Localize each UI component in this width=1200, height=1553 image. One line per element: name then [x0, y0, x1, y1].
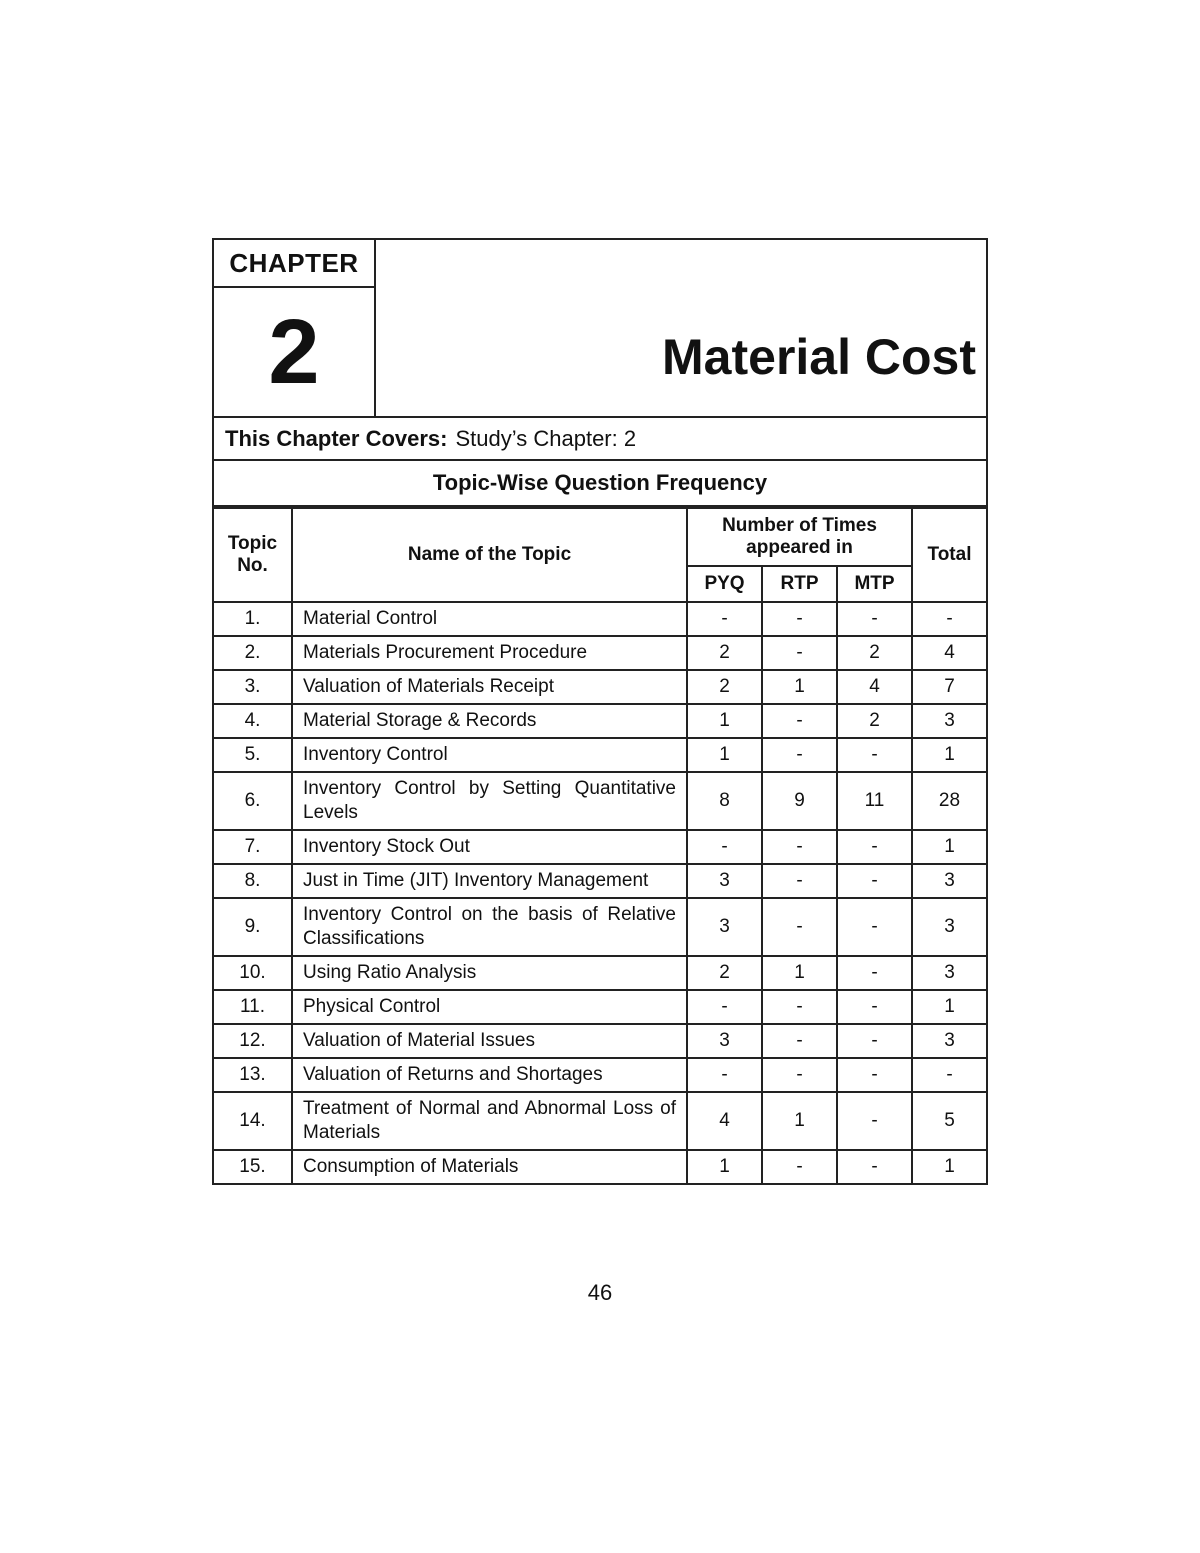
- table-row: [213, 1150, 987, 1184]
- header-mtp: MTP: [837, 566, 912, 602]
- cell-topic-no: 15.: [213, 1150, 292, 1184]
- table-row: [213, 602, 987, 636]
- cell-rtp: 1: [762, 670, 837, 704]
- cell-rtp: 1: [762, 956, 837, 990]
- table-row: [213, 1058, 987, 1092]
- cell-topic-name: Treatment of Normal and Abnormal Loss of Materials: [292, 1092, 687, 1150]
- cell-topic-no: 11.: [213, 990, 292, 1024]
- cell-total: 4: [912, 636, 987, 670]
- cell-pyq: 8: [687, 772, 762, 830]
- header-total: Total: [912, 508, 987, 602]
- cell-rtp: -: [762, 1058, 837, 1092]
- cell-pyq: -: [687, 830, 762, 864]
- cell-pyq: 2: [687, 956, 762, 990]
- table-row: [213, 864, 987, 898]
- cell-topic-no: 13.: [213, 1058, 292, 1092]
- cell-pyq: 3: [687, 1024, 762, 1058]
- cell-rtp: -: [762, 1024, 837, 1058]
- cell-total: 1: [912, 738, 987, 772]
- cell-mtp: -: [837, 898, 912, 956]
- cell-topic-name: Physical Control: [292, 990, 687, 1024]
- covers-label: This Chapter Covers:: [225, 425, 448, 451]
- cell-pyq: 4: [687, 1092, 762, 1150]
- cell-topic-no: 6.: [213, 772, 292, 830]
- cell-pyq: 2: [687, 636, 762, 670]
- header-pyq: PYQ: [687, 566, 762, 602]
- cell-pyq: 1: [687, 738, 762, 772]
- cell-topic-name: Valuation of Materials Receipt: [292, 670, 687, 704]
- table-row: [213, 772, 987, 830]
- cell-mtp: -: [837, 1150, 912, 1184]
- cell-rtp: -: [762, 704, 837, 738]
- cell-rtp: 1: [762, 1092, 837, 1150]
- header-topic-name: Name of the Topic: [292, 508, 687, 602]
- chapter-number: 2: [268, 301, 320, 403]
- cell-mtp: -: [837, 864, 912, 898]
- cell-mtp: 2: [837, 704, 912, 738]
- cell-mtp: -: [837, 602, 912, 636]
- cell-topic-no: 3.: [213, 670, 292, 704]
- header-times-group: Number of Times appeared in: [687, 508, 912, 566]
- cell-total: 5: [912, 1092, 987, 1150]
- cell-rtp: -: [762, 1150, 837, 1184]
- cell-topic-name: Inventory Control on the basis of Relative Classifications: [292, 898, 687, 956]
- chapter-box: [214, 240, 376, 416]
- cell-topic-no: 14.: [213, 1092, 292, 1150]
- chapter-title: Material Cost: [662, 329, 976, 385]
- table-row: [213, 898, 987, 956]
- cell-total: -: [912, 1058, 987, 1092]
- cell-topic-name: Valuation of Returns and Shortages: [292, 1058, 687, 1092]
- frequency-title: Topic-Wise Question Frequency: [212, 461, 988, 507]
- cell-total: 3: [912, 898, 987, 956]
- cell-mtp: 11: [837, 772, 912, 830]
- cell-topic-no: 1.: [213, 602, 292, 636]
- header-rtp: RTP: [762, 566, 837, 602]
- table-row: [213, 738, 987, 772]
- table-row: [213, 990, 987, 1024]
- table-row: [213, 670, 987, 704]
- cell-topic-name: Materials Procurement Procedure: [292, 636, 687, 670]
- cell-pyq: -: [687, 990, 762, 1024]
- chapter-frame: [212, 238, 988, 1185]
- covers-value: Study’s Chapter: 2: [455, 425, 637, 451]
- cell-mtp: -: [837, 1058, 912, 1092]
- cell-topic-name: Inventory Control: [292, 738, 687, 772]
- cell-topic-no: 8.: [213, 864, 292, 898]
- cell-pyq: 1: [687, 704, 762, 738]
- topic-frequency-table: [212, 507, 988, 1185]
- cell-topic-name: Just in Time (JIT) Inventory Management: [292, 864, 687, 898]
- cell-topic-no: 5.: [213, 738, 292, 772]
- cell-topic-name: Valuation of Material Issues: [292, 1024, 687, 1058]
- cell-rtp: 9: [762, 772, 837, 830]
- cell-topic-no: 12.: [213, 1024, 292, 1058]
- cell-pyq: 3: [687, 864, 762, 898]
- cell-mtp: -: [837, 990, 912, 1024]
- cell-mtp: -: [837, 956, 912, 990]
- cell-total: 3: [912, 1024, 987, 1058]
- cell-mtp: -: [837, 830, 912, 864]
- cell-topic-no: 10.: [213, 956, 292, 990]
- header-topic-no: Topic No.: [213, 508, 292, 602]
- cell-topic-name: Inventory Control by Setting Quantitative Levels: [292, 772, 687, 830]
- cell-mtp: -: [837, 1024, 912, 1058]
- chapter-header: [212, 238, 988, 416]
- cell-topic-name: Consumption of Materials: [292, 1150, 687, 1184]
- table-row: [213, 830, 987, 864]
- cell-total: -: [912, 602, 987, 636]
- cell-total: 7: [912, 670, 987, 704]
- cell-total: 1: [912, 830, 987, 864]
- cell-mtp: -: [837, 1092, 912, 1150]
- cell-mtp: 4: [837, 670, 912, 704]
- table-row: [213, 704, 987, 738]
- table-row: [213, 636, 987, 670]
- cell-rtp: -: [762, 602, 837, 636]
- cell-total: 3: [912, 956, 987, 990]
- cell-topic-no: 7.: [213, 830, 292, 864]
- cell-rtp: -: [762, 830, 837, 864]
- chapter-label: CHAPTER: [214, 240, 374, 288]
- table-row: [213, 1092, 987, 1150]
- page-number: 46: [587, 1280, 613, 1305]
- title-box: [376, 240, 986, 416]
- cell-topic-name: Inventory Stock Out: [292, 830, 687, 864]
- cell-topic-no: 9.: [213, 898, 292, 956]
- cell-mtp: -: [837, 738, 912, 772]
- cell-pyq: 2: [687, 670, 762, 704]
- cell-topic-name: Using Ratio Analysis: [292, 956, 687, 990]
- cell-pyq: 3: [687, 898, 762, 956]
- cell-pyq: -: [687, 602, 762, 636]
- cell-total: 3: [912, 864, 987, 898]
- cell-rtp: -: [762, 990, 837, 1024]
- cell-topic-no: 4.: [213, 704, 292, 738]
- cell-total: 28: [912, 772, 987, 830]
- cell-rtp: -: [762, 738, 837, 772]
- cell-total: 3: [912, 704, 987, 738]
- cell-rtp: -: [762, 636, 837, 670]
- cell-mtp: 2: [837, 636, 912, 670]
- cell-total: 1: [912, 990, 987, 1024]
- cell-topic-name: Material Control: [292, 602, 687, 636]
- cell-topic-name: Material Storage & Records: [292, 704, 687, 738]
- cell-rtp: -: [762, 864, 837, 898]
- table-row: [213, 956, 987, 990]
- table-row: [213, 1024, 987, 1058]
- cell-topic-no: 2.: [213, 636, 292, 670]
- cell-pyq: 1: [687, 1150, 762, 1184]
- cell-pyq: -: [687, 1058, 762, 1092]
- cell-rtp: -: [762, 898, 837, 956]
- chapter-covers: [212, 416, 988, 461]
- cell-total: 1: [912, 1150, 987, 1184]
